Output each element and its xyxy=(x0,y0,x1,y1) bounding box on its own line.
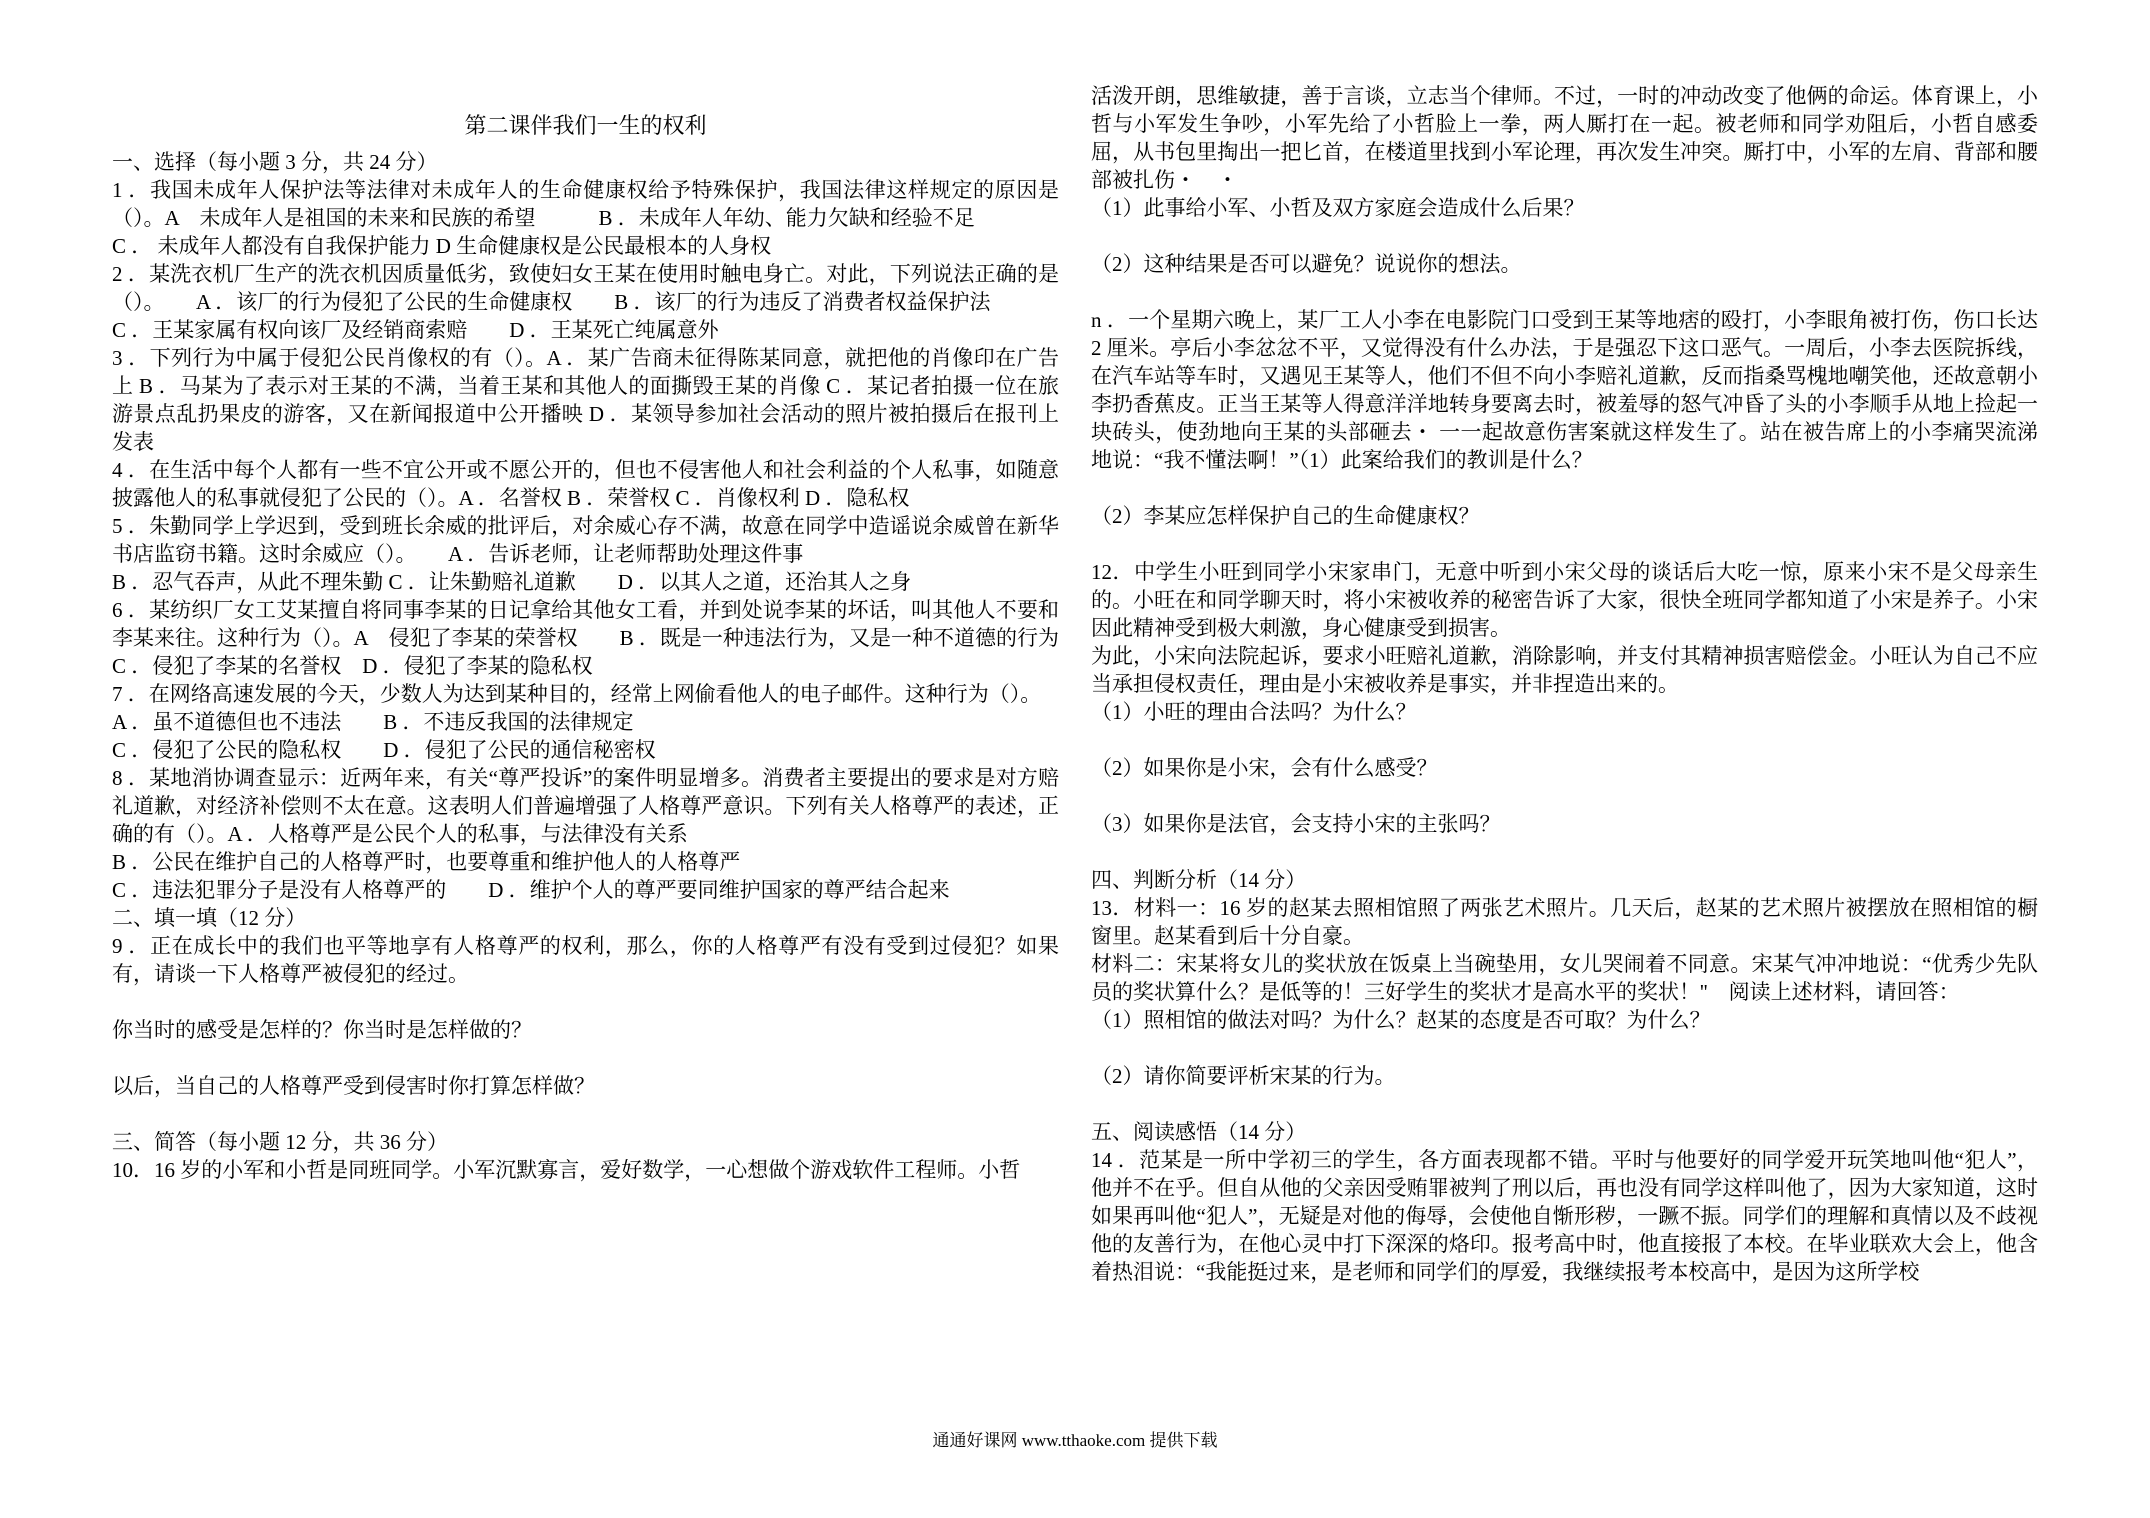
paragraph: C ．侵犯了公民的隐私权 D ．侵犯了公民的通信秘密权 xyxy=(112,738,656,762)
paragraph: C ． 未成年人都没有自我保护能力 D 生命健康权是公民最根本的人身权 xyxy=(112,234,772,258)
paragraph: 1 ．我国未成年人保护法等法律对未成年人的生命健康权给予特殊保护，我国法律这样规定的原因是（）。A 未成年人是祖国的未来和民族的希望 B ．未成年人年幼、能力欠缺和经验不足 xyxy=(112,178,1059,230)
paragraph: 3 ．下列行为中属于侵犯公民肖像权的有（）。A ．某广告商未征得陈某同意，就把他的肖像印在广告上 B ．马某为了表示对王某的不满，当着王某和其他人的面撕毁王某的肖像 C ．某记者拍摄一位在旅游景点乱扔果皮的游客，又在新闻报道中公开播映 D ．某领导参加社会活动的照片被拍摄后在报刊上发表 xyxy=(112,346,1059,454)
paragraph: B ．公民在维护自己的人格尊严时，也要尊重和维护他人的人格尊严 xyxy=(112,850,741,874)
paragraph: （1）照相馆的做法对吗？为什么？赵某的态度是否可取？为什么？ xyxy=(1091,1008,1711,1032)
section-heading-fill: 二、填一填（12 分） xyxy=(112,906,307,930)
section-heading-short-answer: 三、简答（每小题 12 分，共 36 分） xyxy=(112,1130,448,1154)
paragraph: B ．忍气吞声，从此不理朱勤 C ．让朱勤赔礼道歉 D ．以其人之道，还治其人之身 xyxy=(112,570,912,594)
paragraph: 12．中学生小旺到同学小宋家串门，无意中听到小宋父母的谈话后大吃一惊，原来小宋不是父母亲生的。小旺在和同学聊天时，将小宋被收养的秘密告诉了大家，很快全班同学都知道了小宋是养子。小宋因此精神受到极大刺激，身心健康受到损害。 xyxy=(1091,560,2038,640)
paragraph: 你当时的感受是怎样的？你当时是怎样做的？ xyxy=(112,1018,532,1042)
right-column-text xyxy=(1091,82,2038,1286)
paragraph: 7 ．在网络高速发展的今天，少数人为达到某种目的，经常上网偷看他人的电子邮件。这种行为（）。 xyxy=(112,682,1042,706)
paragraph: 材料二：宋某将女儿的奖状放在饭桌上当碗垫用，女儿哭闹着不同意。宋某气冲冲地说：“优秀少先队员的奖状算什么？是低等的！三好学生的奖状才是高水平的奖状！'' 阅读上述材料，请回答： xyxy=(1091,952,2038,1004)
left-column xyxy=(112,82,1080,1184)
paragraph: 活泼开朗，思维敏捷，善于言谈，立志当个律师。不过，一时的冲动改变了他俩的命运。体育课上，小哲与小军发生争吵，小军先给了小哲脸上一拳，两人厮打在一起。被老师和同学劝阻后，小哲自感委屈，从书包里掏出一把匕首，在楼道里找到小军论理，再次发生冲突。厮打中，小军的左肩、背部和腰部被扎伤・ ・ xyxy=(1091,84,2038,192)
paragraph: （1）小旺的理由合法吗？为什么？ xyxy=(1091,700,1417,724)
paragraph: （1）此事给小军、小哲及双方家庭会造成什么后果？ xyxy=(1091,196,1585,220)
section-heading-choice: 一、选择（每小题 3 分，共 24 分） xyxy=(112,150,438,174)
paragraph: C ．王某家属有权向该厂及经销商索赔 D ．王某死亡纯属意外 xyxy=(112,318,719,342)
paragraph: 10．16 岁的小军和小哲是同班同学。小军沉默寡言，爱好数学，一心想做个游戏软件工程师。小哲 xyxy=(112,1158,1021,1182)
paragraph: （2）如果你是小宋，会有什么感受？ xyxy=(1091,756,1438,780)
section-heading-reading: 五、阅读感悟（14 分） xyxy=(1091,1120,1307,1144)
paragraph: 以后，当自己的人格尊严受到侵害时你打算怎样做？ xyxy=(112,1074,595,1098)
paragraph: 9 ．正在成长中的我们也平等地享有人格尊严的权利，那么，你的人格尊严有没有受到过侵犯？如果有，请谈一下人格尊严被侵犯的经过。 xyxy=(112,934,1059,986)
section-heading-judgment: 四、判断分析（14 分） xyxy=(1091,868,1307,892)
left-column-text xyxy=(112,148,1080,1184)
paragraph: C ．违法犯罪分子是没有人格尊严的 D ．维护个人的尊严要同维护国家的尊严结合起来 xyxy=(112,878,950,902)
paragraph: 2 ．某洗衣机厂生产的洗衣机因质量低劣，致使妇女王某在使用时触电身亡。对此，下列说法正确的是（）。 A ．该厂的行为侵犯了公民的生命健康权 B ．该厂的行为违反了消费者权益保护法 xyxy=(112,262,1059,314)
paragraph: A ．虽不道德但也不违法 B ．不违反我国的法律规定 xyxy=(112,710,634,734)
paragraph: 4 ．在生活中每个人都有一些不宜公开或不愿公开的，但也不侵害他人和社会利益的个人私事，如随意披露他人的私事就侵犯了公民的（）。A ．名誉权 B ．荣誉权 C ．肖像权利 D ．隐私权 xyxy=(112,458,1059,510)
paragraph: n ．一个星期六晚上，某厂工人小李在电影院门口受到王某等地痞的殴打，小李眼角被打伤，伤口长达 2 厘米。亭后小李忿忿不平，又觉得没有什么办法，于是强忍下这口恶气。一周后，小李去医院拆线，在汽车站等车时，又遇见王某等人，他们不但不向小李赔礼道歉，反而指桑骂槐地嘲笑他，还故意朝小李扔香蕉皮。正当王某等人得意洋洋地转身要离去时，被羞辱的怒气冲昏了头的小李顺手从地上捡起一块砖头，使劲地向王某的头部砸去・ 一一起故意伤害案就这样发生了。站在被告席上的小李痛哭流涕地说：“我不懂法啊！”（1）此案给我们的教训是什么？ xyxy=(1091,308,2038,472)
right-column xyxy=(1091,82,2038,1286)
paragraph: 8 ．某地消协调查显示：近两年来，有关“尊严投诉”的案件明显增多。消费者主要提出的要求是对方赔礼道歉，对经济补偿则不太在意。这表明人们普遍增强了人格尊严意识。下列有关人格尊严的表述，正确的有（）。A ．人格尊严是公民个人的私事，与法律没有关系 xyxy=(112,766,1059,846)
paragraph: 5 ．朱勤同学上学迟到，受到班长余威的批评后，对余威心存不满，故意在同学中造谣说余威曾在新华书店监窃书籍。这时余威应（）。 A ．告诉老师，让老师帮助处理这件事 xyxy=(112,514,1059,566)
paragraph: （2）请你简要评析宋某的行为。 xyxy=(1091,1064,1396,1088)
paragraph: （2）李某应怎样保护自己的生命健康权？ xyxy=(1091,504,1480,528)
paragraph: 13．材料一：16 岁的赵某去照相馆照了两张艺术照片。几天后，赵某的艺术照片被摆放在照相馆的橱窗里。赵某看到后十分自豪。 xyxy=(1091,896,2038,948)
page-title: 第二课伴我们一生的权利 xyxy=(464,113,707,138)
paragraph: （2）这种结果是否可以避免？说说你的想法。 xyxy=(1091,252,1522,276)
paragraph: （3）如果你是法官，会支持小宋的主张吗？ xyxy=(1091,812,1501,836)
paragraph: 14 ．范某是一所中学初三的学生，各方面表现都不错。平时与他要好的同学爱开玩笑地叫他“犯人”，他并不在乎。但自从他的父亲因受贿罪被判了刑以后，再也没有同学这样叫他了，因为大家知道，这时如果再叫他“犯人”，无疑是对他的侮辱，会使他自惭形秽，一蹶不振。同学们的理解和真情以及不歧视他的友善行为，在他心灵中打下深深的烙印。报考高中时，他直接报了本校。在毕业联欢大会上，他含着热泪说：“我能挺过来，是老师和同学们的厚爱，我继续报考本校高中，是因为这所学校 xyxy=(1091,1148,2038,1284)
page-footer xyxy=(0,1430,2150,1452)
footer-text: 通通好课网 www.tthaoke.com 提供下载 xyxy=(932,1431,1218,1450)
paragraph: 6 ．某纺织厂女工艾某擅自将同事李某的日记拿给其他女工看，并到处说李某的坏话，叫其他人不要和李某来往。这种行为（）。A 侵犯了李某的荣誉权 B ．既是一种违法行为，又是一种不道德的行为 C ．侵犯了李某的名誉权 D ．侵犯了李某的隐私权 xyxy=(112,598,1080,678)
paragraph: 为此，小宋向法院起诉，要求小旺赔礼道歉，消除影响，并支付其精神损害赔偿金。小旺认为自己不应当承担侵权责任，理由是小宋被收养是事实，并非捏造出来的。 xyxy=(1091,644,2038,696)
